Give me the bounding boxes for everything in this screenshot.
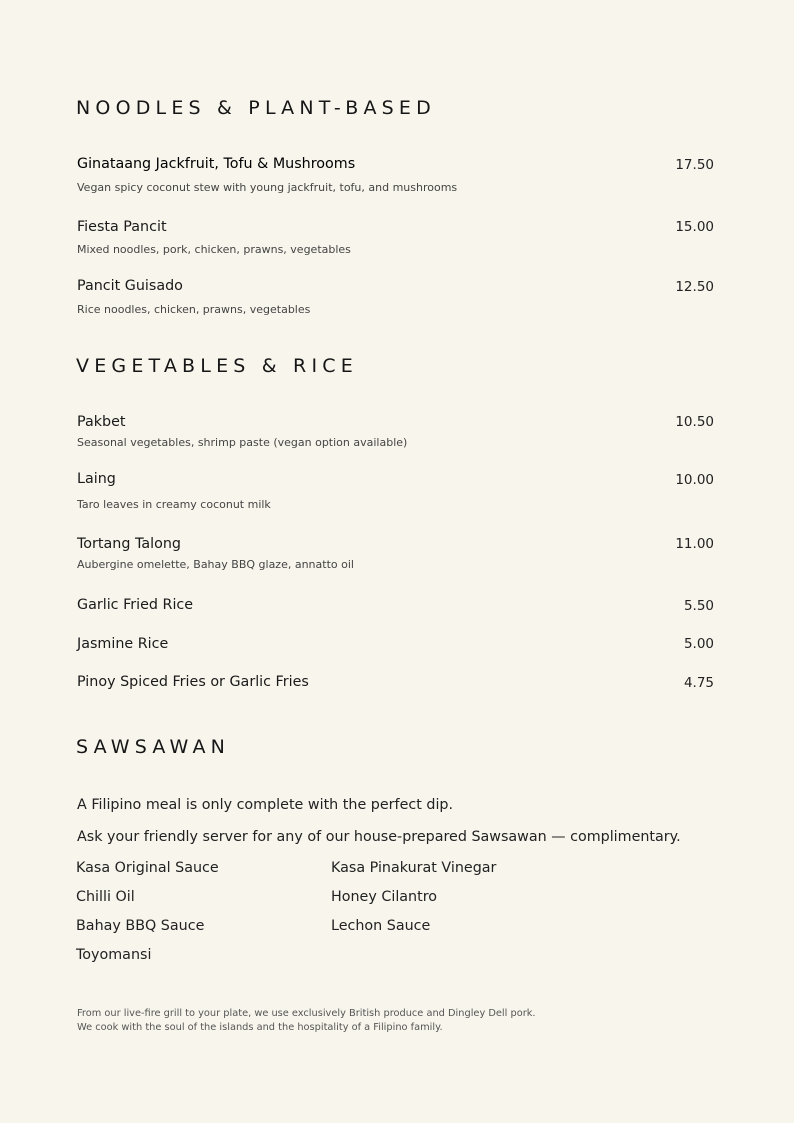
item-description: Rice noodles, chicken, prawns, vegetables [77,303,311,316]
item-description: Seasonal vegetables, shrimp paste (vegan option available) [77,436,408,449]
item-name: Pancit Guisado [77,278,183,294]
sauce-item: Lechon Sauce [331,918,431,934]
item-price: 12.50 [675,279,714,295]
item-price: 10.50 [675,414,714,430]
sauce-item: Honey Cilantro [331,889,438,905]
item-name: Jasmine Rice [77,636,169,652]
item-name: Laing [77,471,116,487]
item-name: Tortang Talong [77,536,181,552]
item-name: Ginataang Jackfruit, Tofu & Mushrooms [77,156,356,172]
footer-text: We cook with the soul of the islands and the hospitality of a Filipino family. [77,1022,443,1033]
item-price: 15.00 [675,219,714,235]
footer-text: From our live-fire grill to your plate, we use exclusively British produce and Dingley Dell pork. [77,1008,536,1019]
item-price: 11.00 [675,536,714,552]
sawsawan-note: Ask your friendly server for any of our house-prepared Sawsawan — complimentary. [77,829,681,845]
item-name: Pakbet [77,414,126,430]
item-name: Pinoy Spiced Fries or Garlic Fries [77,674,309,690]
item-price: 17.50 [675,157,714,173]
item-name: Fiesta Pancit [77,219,167,235]
item-description: Aubergine omelette, Bahay BBQ glaze, annatto oil [77,558,354,571]
sauce-item: Chilli Oil [76,889,135,905]
sauce-item: Toyomansi [76,947,152,963]
item-description: Vegan spicy coconut stew with young jackfruit, tofu, and mushrooms [77,181,458,194]
section-heading-sawsawan: SAWSAWAN [76,736,231,758]
sawsawan-intro: A Filipino meal is only complete with the perfect dip. [77,797,454,813]
item-price: 10.00 [675,472,714,488]
sauce-item: Bahay BBQ Sauce [76,918,205,934]
section-heading-noodles: NOODLES & PLANT-BASED [76,97,436,119]
item-price: 5.00 [683,636,714,652]
item-name: Garlic Fried Rice [77,597,194,613]
item-price: 5.50 [683,598,714,614]
sauce-item: Kasa Original Sauce [76,860,219,876]
section-heading-vegetables: VEGETABLES & RICE [76,355,358,377]
item-description: Mixed noodles, pork, chicken, prawns, vegetables [77,243,351,256]
sauce-item: Kasa Pinakurat Vinegar [331,860,497,876]
item-price: 4.75 [683,675,714,691]
item-description: Taro leaves in creamy coconut milk [77,498,271,511]
